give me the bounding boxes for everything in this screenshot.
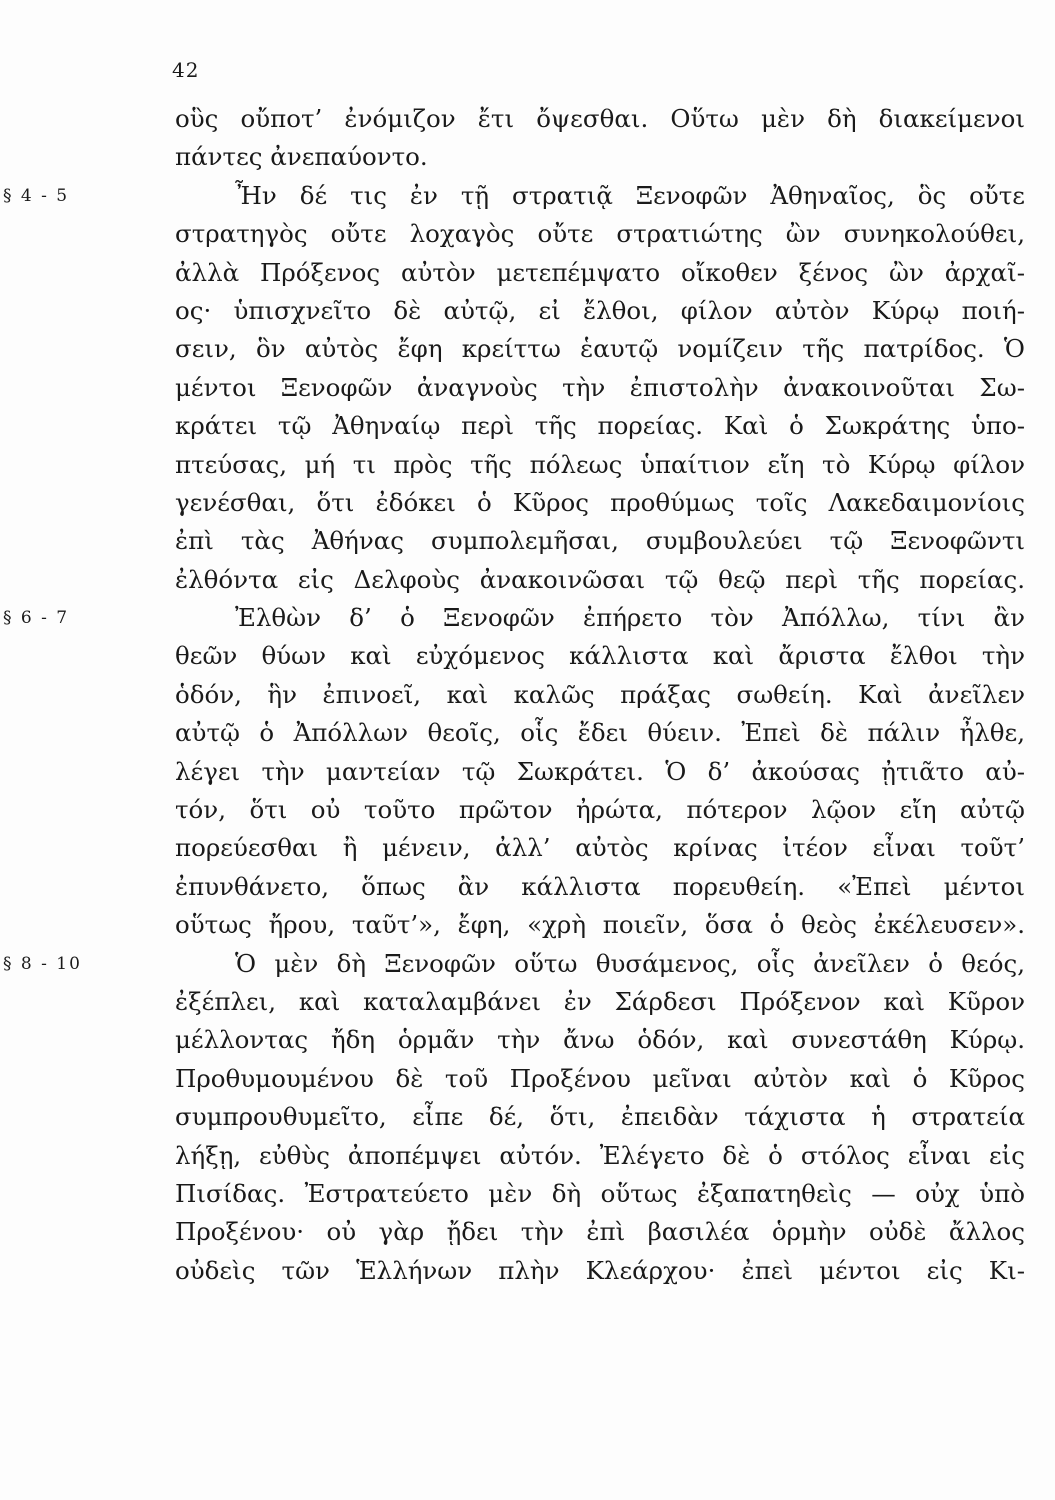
section-marker: § 8 - 10 <box>3 953 82 974</box>
text-line <box>175 1060 1025 1098</box>
text-line <box>175 868 1025 906</box>
line-text: θεῶν θύων καὶ εὐχόμενος κάλλιστα καὶ ἄριστα ἔλθοι τὴν <box>175 641 1025 671</box>
text-line <box>175 1137 1025 1175</box>
text-line <box>175 100 1025 138</box>
line-text: τόν, ὅτι οὐ τοῦτο πρῶτον ἠρώτα, πότερον λῷον εἴη αὐτῷ <box>175 795 1025 825</box>
text-line <box>175 1175 1025 1213</box>
text-line <box>175 292 1025 330</box>
line-text: Ἐλθὼν δ’ ὁ Ξενοφῶν ἐπήρετο τὸν Ἀπόλλω, τίνι ἂν <box>235 603 1025 633</box>
text-line <box>3 599 1025 637</box>
line-text: Ὁ μὲν δὴ Ξενοφῶν οὕτω θυσάμενος, οἷς ἀνεῖλεν ὁ θεός, <box>235 948 1025 978</box>
text-line <box>175 446 1025 484</box>
line-text: ος· ὑπισχνεῖτο δὲ αὐτῷ, εἰ ἔλθοι, φίλον αὐτὸν Κύρῳ ποιή- <box>175 295 1025 325</box>
line-text: λέγει τὴν μαντείαν τῷ Σωκράτει. Ὁ δ’ ἀκούσας ᾐτιᾶτο αὐ- <box>175 756 1025 786</box>
text-line <box>175 829 1025 867</box>
section-marker: § 4 - 5 <box>3 185 70 206</box>
text-line <box>175 215 1025 253</box>
text-line <box>175 753 1025 791</box>
line-text: οὕτως ἤρου, ταῦτ’», ἔφη, «χρὴ ποιεῖν, ὅσα ὁ θεὸς ἐκέλευσεν». <box>175 910 1025 940</box>
line-text: λήξῃ, εὐθὺς ἀποπέμψει αὐτόν. Ἐλέγετο δὲ ὁ στόλος εἶναι εἰς <box>175 1140 1025 1170</box>
text-line <box>175 983 1025 1021</box>
line-text: Προθυμουμένου δὲ τοῦ Προξένου μεῖναι αὐτὸν καὶ ὁ Κῦρος <box>175 1063 1025 1093</box>
line-text: μέντοι Ξενοφῶν ἀναγνοὺς τὴν ἐπιστολὴν ἀνακοινοῦται Σω- <box>175 372 1025 402</box>
text-line <box>3 177 1025 215</box>
section-marker: § 6 - 7 <box>3 608 70 629</box>
line-text: συμπρουθυμεῖτο, εἶπε δέ, ὅτι, ἐπειδὰν τάχιστα ἡ στρατεία <box>175 1102 1025 1132</box>
line-text: ἐπὶ τὰς Ἀθήνας συμπολεμῆσαι, συμβουλεύει τῷ Ξενοφῶντι <box>175 526 1025 556</box>
line-text: Προξένου· οὐ γὰρ ᾔδει τὴν ἐπὶ βασιλέα ὁρμὴν οὐδὲ ἄλλος <box>175 1217 1025 1247</box>
line-text: πορεύεσθαι ἢ μένειν, ἀλλ’ αὐτὸς κρίνας ἰτέον εἶναι τοῦτ’ <box>175 833 1025 863</box>
text-line <box>175 1098 1025 1136</box>
text-line <box>175 522 1025 560</box>
line-text: οὓς οὔποτ’ ἐνόμιζον ἔτι ὄψεσθαι. Οὕτω μὲν δὴ διακείμενοι <box>175 104 1025 133</box>
text-line <box>3 945 1025 983</box>
line-text: μέλλοντας ἤδη ὁρμᾶν τὴν ἄνω ὁδόν, καὶ συνεστάθη Κύρῳ. <box>175 1025 1025 1055</box>
line-text: Ἦν δέ τις ἐν τῇ στρατιᾷ Ξενοφῶν Ἀθηναῖος, ὃς οὔτε <box>235 180 1025 210</box>
text-line <box>175 561 1025 599</box>
line-text: ἐλθόντα εἰς Δελφοὺς ἀνακοινῶσαι τῷ θεῷ περὶ τῆς πορείας. <box>175 564 1025 594</box>
page-number: 42 <box>172 58 200 82</box>
text-line <box>175 1252 1025 1290</box>
line-text: πτεύσας, μή τι πρὸς τῆς πόλεως ὑπαίτιον εἴη τὸ Κύρῳ φίλον <box>175 449 1025 479</box>
text-line <box>175 1021 1025 1059</box>
text-line <box>175 330 1025 368</box>
text-line <box>175 714 1025 752</box>
line-text: ἐπυνθάνετο, ὅπως ἂν κάλλιστα πορευθείη. «Ἐπεὶ μέντοι <box>175 871 1025 901</box>
text-line <box>175 906 1025 944</box>
greek-text-body <box>3 100 1025 1290</box>
text-line <box>175 138 1025 176</box>
line-text: γενέσθαι, ὅτι ἐδόκει ὁ Κῦρος προθύμως τοῖς Λακεδαιμονίοις <box>175 487 1025 517</box>
line-text: Πισίδας. Ἐστρατεύετο μὲν δὴ οὕτως ἐξαπατηθεὶς — οὐχ ὑπὸ <box>175 1178 1025 1208</box>
text-line <box>175 254 1025 292</box>
text-line <box>175 676 1025 714</box>
text-line <box>175 369 1025 407</box>
text-line <box>175 637 1025 675</box>
text-line <box>175 791 1025 829</box>
line-text: πάντες ἀνεπαύοντο. <box>175 142 428 172</box>
line-text: οὐδεὶς τῶν Ἑλλήνων πλὴν Κλεάρχου· ἐπεὶ μέντοι εἰς Κι- <box>175 1255 1025 1285</box>
line-text: κράτει τῷ Ἀθηναίῳ περὶ τῆς πορείας. Καὶ ὁ Σωκράτης ὑπο- <box>175 411 1025 441</box>
text-line <box>175 407 1025 445</box>
line-text: ἐξέπλει, καὶ καταλαμβάνει ἐν Σάρδεσι Πρόξενον καὶ Κῦρον <box>175 986 1025 1016</box>
line-text: ἀλλὰ Πρόξενος αὐτὸν μετεπέμψατο οἴκοθεν ξένος ὢν ἀρχαῖ- <box>175 257 1025 287</box>
line-text: αὐτῷ ὁ Ἀπόλλων θεοῖς, οἷς ἔδει θύειν. Ἐπεὶ δὲ πάλιν ἦλθε, <box>175 718 1025 748</box>
line-text: στρατηγὸς οὔτε λοχαγὸς οὔτε στρατιώτης ὢν συνηκολούθει, <box>175 219 1025 249</box>
text-line <box>175 1213 1025 1251</box>
line-text: σειν, ὃν αὐτὸς ἔφη κρείττω ἑαυτῷ νομίζειν τῆς πατρίδος. Ὁ <box>175 334 1025 364</box>
text-line <box>175 484 1025 522</box>
line-text: ὁδόν, ἣν ἐπινοεῖ, καὶ καλῶς πράξας σωθείη. Καὶ ἀνεῖλεν <box>175 679 1025 709</box>
